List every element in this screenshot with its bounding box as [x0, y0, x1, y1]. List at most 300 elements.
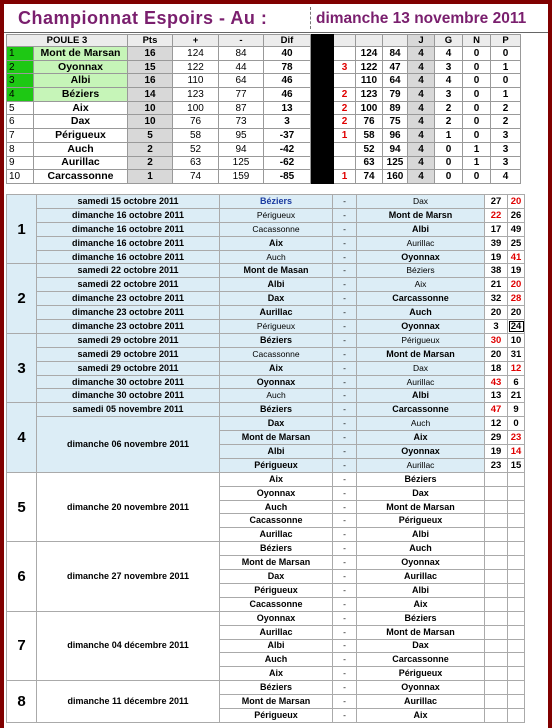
away-team: Aurillac: [357, 458, 485, 472]
away-team: Carcassonne: [357, 403, 485, 417]
versus-dash: -: [333, 597, 357, 611]
home-score: [485, 472, 508, 486]
match-date: dimanche 16 octobre 2011: [37, 222, 220, 236]
lost-cell: 0: [491, 47, 521, 61]
pts-header: Pts: [128, 35, 173, 47]
points-for-cell: 52: [356, 142, 383, 156]
points-for-cell: 58: [356, 129, 383, 143]
points-for-cell: 123: [356, 88, 383, 102]
bonus-cell: 2: [334, 88, 356, 102]
drawn-cell: 0: [463, 88, 491, 102]
match-date: samedi 22 octobre 2011: [37, 264, 220, 278]
home-score: 22: [485, 208, 508, 222]
home-score: [485, 583, 508, 597]
points-against-cell: 75: [383, 115, 408, 129]
won-cell: 2: [435, 115, 463, 129]
home-score: 38: [485, 264, 508, 278]
points-for-cell: 58: [173, 129, 219, 143]
difference-cell: -85: [264, 170, 311, 184]
away-score: 19: [508, 264, 525, 278]
versus-dash: -: [333, 250, 357, 264]
home-score: 30: [485, 333, 508, 347]
points-for-cell: 122: [356, 60, 383, 74]
fixture-row: [7, 278, 525, 292]
blank-header: [311, 35, 334, 47]
fixture-row: [7, 250, 525, 264]
round-number: 3: [7, 333, 37, 402]
points-for-cell: 74: [173, 170, 219, 184]
points-against-cell: 64: [219, 74, 264, 88]
away-score: 20: [508, 278, 525, 292]
won-cell: 3: [435, 88, 463, 102]
won-cell: 3: [435, 60, 463, 74]
home-team: Auch: [220, 389, 333, 403]
separator-cell: [311, 115, 334, 129]
separator-cell: [311, 142, 334, 156]
points-for-cell: 52: [173, 142, 219, 156]
round-number: 6: [7, 542, 37, 611]
away-team: Albi: [357, 222, 485, 236]
standing-row: [7, 115, 521, 129]
home-team: Albi: [220, 445, 333, 459]
team-name: Dax: [34, 115, 128, 129]
versus-dash: -: [333, 320, 357, 334]
away-team: Albi: [357, 389, 485, 403]
home-score: 29: [485, 431, 508, 445]
lost-cell: 3: [491, 129, 521, 143]
lost-cell: 3: [491, 142, 521, 156]
versus-dash: -: [333, 403, 357, 417]
round-number: 5: [7, 472, 37, 541]
played-cell: 4: [408, 47, 435, 61]
home-team: Aix: [220, 472, 333, 486]
points-against-cell: 87: [219, 101, 264, 115]
home-team: Périgueux: [220, 583, 333, 597]
away-score: 0: [508, 417, 525, 431]
versus-dash: -: [333, 264, 357, 278]
points-cell: 2: [128, 142, 173, 156]
g-header: G: [435, 35, 463, 47]
difference-cell: 13: [264, 101, 311, 115]
rank-cell: 4: [7, 88, 34, 102]
away-team: Aix: [357, 708, 485, 722]
rank-cell: 5: [7, 101, 34, 115]
home-score: 23: [485, 458, 508, 472]
points-for-cell: 76: [173, 115, 219, 129]
lost-cell: 1: [491, 88, 521, 102]
away-team: Oyonnax: [357, 445, 485, 459]
away-team: Oyonnax: [357, 250, 485, 264]
away-team: Carcassonne: [357, 292, 485, 306]
home-score: 43: [485, 375, 508, 389]
standing-row: [7, 142, 521, 156]
page-title: Championnat Espoirs - Au :: [18, 8, 268, 28]
bonus-cell: 2: [334, 101, 356, 115]
home-team: Mont de Marsan: [220, 431, 333, 445]
points-for-cell: 110: [173, 74, 219, 88]
points-for-cell: 63: [356, 156, 383, 170]
home-score: [485, 639, 508, 653]
points-for-cell: 124: [356, 47, 383, 61]
versus-dash: -: [333, 570, 357, 584]
won-cell: 4: [435, 47, 463, 61]
away-score: 15: [508, 458, 525, 472]
separator-cell: [311, 101, 334, 115]
separator-cell: [311, 129, 334, 143]
away-score: [508, 528, 525, 542]
away-team: Mont de Marsn: [357, 208, 485, 222]
home-score: [485, 681, 508, 695]
home-score: [485, 667, 508, 681]
points-against-cell: 64: [383, 74, 408, 88]
home-score: 17: [485, 222, 508, 236]
difference-cell: 46: [264, 88, 311, 102]
team-name: Mont de Marsan: [34, 47, 128, 61]
match-date: dimanche 23 octobre 2011: [37, 320, 220, 334]
fixture-row: [7, 347, 525, 361]
team-name: Périgueux: [34, 129, 128, 143]
versus-dash: -: [333, 431, 357, 445]
match-date: dimanche 23 octobre 2011: [37, 292, 220, 306]
home-team: Albi: [220, 639, 333, 653]
away-score: 26: [508, 208, 525, 222]
rank-cell: 3: [7, 74, 34, 88]
away-team: Mont de Marsan: [357, 625, 485, 639]
away-score: [508, 472, 525, 486]
away-score: [508, 542, 525, 556]
away-score: 25: [508, 236, 525, 250]
fixture-row: [7, 361, 525, 375]
away-score: [508, 486, 525, 500]
team-name: Béziers: [34, 88, 128, 102]
standing-row: [7, 170, 521, 184]
home-score: 18: [485, 361, 508, 375]
blank-header: [356, 35, 383, 47]
drawn-cell: 0: [463, 101, 491, 115]
home-team: Auch: [220, 653, 333, 667]
match-date: samedi 15 octobre 2011: [37, 195, 220, 209]
home-score: 20: [485, 306, 508, 320]
home-score: 20: [485, 347, 508, 361]
points-for-cell: 123: [173, 88, 219, 102]
home-team: Auch: [220, 500, 333, 514]
home-score: [485, 695, 508, 709]
home-team: Dax: [220, 570, 333, 584]
standing-row: [7, 129, 521, 143]
match-date: dimanche 16 octobre 2011: [37, 208, 220, 222]
drawn-cell: 0: [463, 115, 491, 129]
home-team: Oyonnax: [220, 611, 333, 625]
fixture-row: [7, 542, 525, 556]
pool-header: POULE 3: [7, 35, 128, 47]
away-score: 28: [508, 292, 525, 306]
points-for-cell: 63: [173, 156, 219, 170]
fixture-row: [7, 389, 525, 403]
points-for-cell: 110: [356, 74, 383, 88]
points-cell: 2: [128, 156, 173, 170]
home-team: Béziers: [220, 333, 333, 347]
team-name: Albi: [34, 74, 128, 88]
away-team: Dax: [357, 361, 485, 375]
away-team: Aurillac: [357, 375, 485, 389]
away-score: 49: [508, 222, 525, 236]
away-team: Béziers: [357, 264, 485, 278]
away-score: [508, 667, 525, 681]
points-against-cell: 96: [383, 129, 408, 143]
away-score: [508, 653, 525, 667]
home-team: Albi: [220, 278, 333, 292]
points-against-cell: 84: [383, 47, 408, 61]
points-against-cell: 89: [383, 101, 408, 115]
played-cell: 4: [408, 170, 435, 184]
home-score: 13: [485, 389, 508, 403]
home-team: Aurillac: [220, 306, 333, 320]
fixture-row: [7, 611, 525, 625]
away-team: Dax: [357, 195, 485, 209]
played-cell: 4: [408, 142, 435, 156]
fixture-row: [7, 681, 525, 695]
home-score: [485, 611, 508, 625]
versus-dash: -: [333, 417, 357, 431]
versus-dash: -: [333, 556, 357, 570]
home-team: Aix: [220, 667, 333, 681]
match-date: dimanche 16 octobre 2011: [37, 236, 220, 250]
match-date: samedi 29 octobre 2011: [37, 333, 220, 347]
points-cell: 10: [128, 101, 173, 115]
drawn-cell: 0: [463, 170, 491, 184]
versus-dash: -: [333, 708, 357, 722]
p-header: P: [491, 35, 521, 47]
won-cell: 0: [435, 156, 463, 170]
lost-cell: 4: [491, 170, 521, 184]
home-team: Béziers: [220, 195, 333, 209]
standing-row: [7, 156, 521, 170]
versus-dash: -: [333, 500, 357, 514]
lost-cell: 3: [491, 156, 521, 170]
points-against-cell: 159: [219, 170, 264, 184]
away-team: Auch: [357, 306, 485, 320]
points-for-cell: 100: [356, 101, 383, 115]
home-team: Béziers: [220, 542, 333, 556]
match-date: dimanche 04 décembre 2011: [37, 611, 220, 680]
home-score: 47: [485, 403, 508, 417]
match-date: dimanche 16 octobre 2011: [37, 250, 220, 264]
away-team: Oyonnax: [357, 556, 485, 570]
home-team: Auch: [220, 250, 333, 264]
versus-dash: -: [333, 695, 357, 709]
points-against-cell: 47: [383, 60, 408, 74]
home-team: Aix: [220, 236, 333, 250]
rank-cell: 9: [7, 156, 34, 170]
away-team: Albi: [357, 528, 485, 542]
home-score: 19: [485, 445, 508, 459]
fixture-row: [7, 417, 525, 431]
round-number: 8: [7, 681, 37, 723]
home-team: Aurillac: [220, 625, 333, 639]
away-score: [508, 611, 525, 625]
fixture-row: [7, 264, 525, 278]
won-cell: 4: [435, 74, 463, 88]
away-score: 31: [508, 347, 525, 361]
rank-cell: 8: [7, 142, 34, 156]
match-date: dimanche 30 octobre 2011: [37, 389, 220, 403]
match-date: dimanche 23 octobre 2011: [37, 306, 220, 320]
points-against-cell: 77: [219, 88, 264, 102]
home-score: 19: [485, 250, 508, 264]
fixture-row: [7, 306, 525, 320]
difference-cell: 46: [264, 74, 311, 88]
drawn-cell: 1: [463, 156, 491, 170]
points-against-cell: 125: [219, 156, 264, 170]
drawn-cell: 1: [463, 142, 491, 156]
away-team: Mont de Marsan: [357, 347, 485, 361]
home-team: Béziers: [220, 403, 333, 417]
away-score: [508, 556, 525, 570]
bonus-cell: 1: [334, 129, 356, 143]
rank-cell: 2: [7, 60, 34, 74]
played-cell: 4: [408, 74, 435, 88]
versus-dash: -: [333, 653, 357, 667]
played-cell: 4: [408, 101, 435, 115]
match-date: samedi 29 octobre 2011: [37, 347, 220, 361]
team-name: Aix: [34, 101, 128, 115]
team-name: Aurillac: [34, 156, 128, 170]
standing-row: [7, 47, 521, 61]
match-date: dimanche 11 décembre 2011: [37, 681, 220, 723]
away-team: Dax: [357, 639, 485, 653]
home-team: Aix: [220, 361, 333, 375]
lost-cell: 2: [491, 101, 521, 115]
away-score: 21: [508, 389, 525, 403]
points-cell: 15: [128, 60, 173, 74]
separator-cell: [311, 60, 334, 74]
away-score: [508, 708, 525, 722]
away-team: Carcassonne: [357, 653, 485, 667]
home-team: Béziers: [220, 681, 333, 695]
points-against-cell: 160: [383, 170, 408, 184]
versus-dash: -: [333, 347, 357, 361]
home-score: 21: [485, 278, 508, 292]
home-team: Cacassonne: [220, 222, 333, 236]
versus-dash: -: [333, 486, 357, 500]
points-cell: 10: [128, 115, 173, 129]
home-score: [485, 570, 508, 584]
dif-header: Dif: [264, 35, 311, 47]
points-for-cell: 124: [173, 47, 219, 61]
played-cell: 4: [408, 156, 435, 170]
bonus-cell: [334, 142, 356, 156]
n-header: N: [463, 35, 491, 47]
difference-cell: 40: [264, 47, 311, 61]
fixture-row: [7, 236, 525, 250]
played-cell: 4: [408, 60, 435, 74]
away-team: Aix: [357, 278, 485, 292]
away-score: [508, 625, 525, 639]
away-score: 24: [508, 320, 525, 334]
difference-cell: 78: [264, 60, 311, 74]
away-score: [508, 514, 525, 528]
home-team: Dax: [220, 292, 333, 306]
points-cell: 5: [128, 129, 173, 143]
won-cell: 0: [435, 142, 463, 156]
away-score: [508, 681, 525, 695]
team-name: Auch: [34, 142, 128, 156]
drawn-cell: 0: [463, 129, 491, 143]
points-against-cell: 94: [219, 142, 264, 156]
versus-dash: -: [333, 306, 357, 320]
versus-dash: -: [333, 292, 357, 306]
fixture-row: [7, 195, 525, 209]
minus-header: -: [219, 35, 264, 47]
standings-table: [6, 34, 521, 184]
home-team: Périgueux: [220, 708, 333, 722]
versus-dash: -: [333, 445, 357, 459]
home-score: 27: [485, 195, 508, 209]
points-cell: 14: [128, 88, 173, 102]
versus-dash: -: [333, 333, 357, 347]
versus-dash: -: [333, 681, 357, 695]
current-date: dimanche 13 novembre 2011: [316, 10, 527, 27]
points-cell: 16: [128, 47, 173, 61]
separator-cell: [311, 170, 334, 184]
versus-dash: -: [333, 375, 357, 389]
home-score: [485, 625, 508, 639]
fixture-row: [7, 472, 525, 486]
versus-dash: -: [333, 625, 357, 639]
points-against-cell: 44: [219, 60, 264, 74]
away-score: 9: [508, 403, 525, 417]
plus-header: +: [173, 35, 219, 47]
home-score: [485, 486, 508, 500]
away-team: Périgueux: [357, 514, 485, 528]
bonus-cell: 1: [334, 170, 356, 184]
home-score: [485, 597, 508, 611]
rank-cell: 10: [7, 170, 34, 184]
bonus-cell: [334, 156, 356, 170]
team-name: Carcassonne: [34, 170, 128, 184]
versus-dash: -: [333, 195, 357, 209]
rank-cell: 1: [7, 47, 34, 61]
bonus-cell: [334, 74, 356, 88]
versus-dash: -: [333, 458, 357, 472]
versus-dash: -: [333, 611, 357, 625]
home-score: 39: [485, 236, 508, 250]
standing-row: [7, 88, 521, 102]
versus-dash: -: [333, 583, 357, 597]
away-team: Aurillac: [357, 236, 485, 250]
difference-cell: -37: [264, 129, 311, 143]
home-score: [485, 653, 508, 667]
home-score: [485, 528, 508, 542]
won-cell: 1: [435, 129, 463, 143]
away-team: Aix: [357, 431, 485, 445]
versus-dash: -: [333, 514, 357, 528]
round-number: 4: [7, 403, 37, 472]
versus-dash: -: [333, 667, 357, 681]
away-team: Périgueux: [357, 333, 485, 347]
difference-cell: 3: [264, 115, 311, 129]
away-score: 20: [508, 306, 525, 320]
away-score: 23: [508, 431, 525, 445]
separator-cell: [311, 74, 334, 88]
away-score: 20: [508, 195, 525, 209]
lost-cell: 2: [491, 115, 521, 129]
away-team: Auch: [357, 542, 485, 556]
away-score: 10: [508, 333, 525, 347]
match-date: dimanche 30 octobre 2011: [37, 375, 220, 389]
home-score: 3: [485, 320, 508, 334]
fixture-row: [7, 320, 525, 334]
